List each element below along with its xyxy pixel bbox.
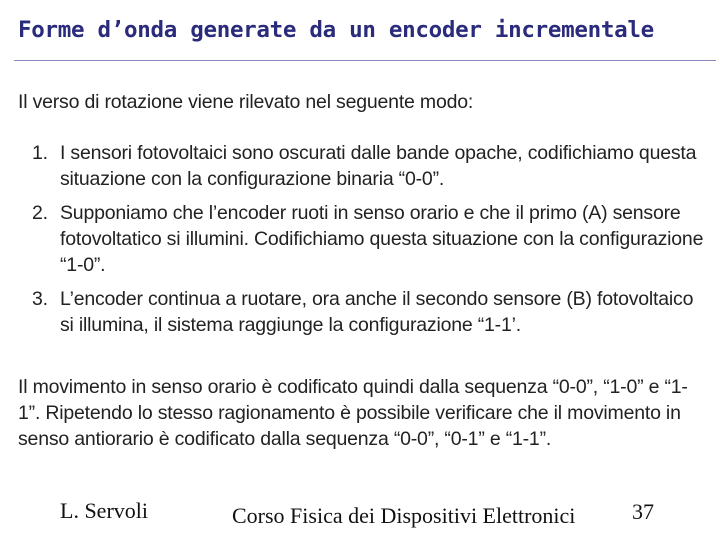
step-text: I sensori fotovoltaici sono oscurati dalle bande opache, codifichiamo questa situazione con la configurazione binaria “0-0”. [60,142,697,190]
list-item [18,140,708,192]
step-number: 3. [32,288,48,310]
step-number: 2. [32,202,48,224]
steps-list [18,140,708,346]
list-item [18,286,708,338]
intro-text: Il verso di rotazione viene rilevato nel seguente modo: [18,91,474,113]
footer-author: L. Servoli [60,498,148,523]
step-text: Supponiamo che l’encoder ruoti in senso orario e che il primo (A) sensore fotovoltatico si illumini. Codifichiamo questa situazione con la configurazione “1-0”. [60,202,704,276]
page-number: 37 [632,499,654,524]
step-text: L’encoder continua a ruotare, ora anche il secondo sensore (B) fotovoltaico si illumina, il sistema raggiunge la configurazione “1-1’. [60,288,694,336]
slide-title: Forme d’onda generate da un encoder incrementale [18,17,654,43]
list-item [18,200,708,278]
title-divider [14,60,716,61]
footer-course: Corso Fisica dei Dispositivi Elettronici [232,503,576,528]
step-number: 1. [32,142,48,164]
summary-text: Il movimento in senso orario è codificato quindi dalla sequenza “0-0”, “1-0” e “1-1”. Ripetendo lo stesso ragionamento è possibile verificare che il movimento in senso antiorario è codificato dalla sequenza “0-0”, “0-1” e “1-1”. [18,376,688,450]
